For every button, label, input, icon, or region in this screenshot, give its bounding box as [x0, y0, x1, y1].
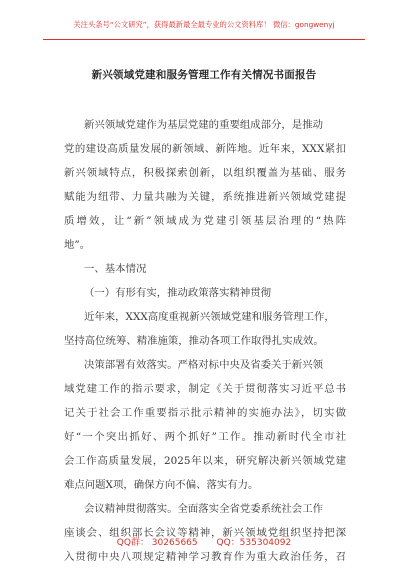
- paragraph-line: 会议精神贯彻落实。全面落实全省党委系统社会工作: [84, 503, 323, 515]
- paragraph-line: 党的建设高质量发展的新领域、新阵地。近年来，XXX紧扣: [64, 143, 346, 155]
- document-title: 新兴领域党建和服务管理工作有关情况书面报告: [91, 69, 317, 81]
- paragraph-line: 好“一个突出抓好、两个抓好”工作。推动新时代全市社: [64, 431, 346, 443]
- paragraph-line: 地”。: [64, 239, 91, 251]
- header-rule: [43, 39, 365, 40]
- paragraph-line: 质增效，让“新”领域成为党建引领基层治理的“热阵: [64, 215, 346, 227]
- paragraph-line: 域党建工作的指示要求，制定《关于贯彻落实习近平总书: [64, 383, 346, 395]
- paragraph-line: 记关于社会工作重要指示批示精神的实施办法》，切实做: [64, 407, 346, 419]
- subsection-heading: （一）有形有实，推动政策落实精神贯彻: [84, 287, 272, 299]
- paragraph-line: 入贯彻中央八项规定精神学习教育作为重大政治任务，召: [64, 551, 346, 563]
- paragraph-line: 难点问题X项，确保方向不偏、落实有力。: [64, 479, 259, 491]
- paragraph-line: 坚持高位统筹、精准施策，推动各项工作取得扎实成效。: [64, 335, 324, 347]
- paragraph-line: 新兴领域特点，积极探索创新，以组织覆盖为基础、服务: [64, 167, 346, 179]
- footer-qq-number: QQ：535304092: [216, 538, 292, 548]
- paragraph-line: 近年来，XXX高度重视新兴领域党建和服务管理工作，: [84, 311, 335, 323]
- paragraph-line: 新兴领域党建作为基层党建的重要组成部分，是推动: [84, 119, 323, 131]
- paragraph-line: 会工作高质量发展，2025年以来，研究解决新兴领域党建: [64, 455, 346, 467]
- paragraph-line: 决策部署有效落实。严格对标中央及省委关于新兴领: [84, 359, 323, 371]
- section-heading: 一、基本情况: [84, 263, 147, 275]
- paragraph-line: 座谈会、组织部长会议等精神，新兴领域党组织坚持把深: [64, 527, 346, 539]
- footer-contact: [0, 535, 408, 548]
- header-banner: 关注头条号“公文研究”，获得最新最全最专业的公文资料库！ 微信：gongwenyj: [73, 20, 335, 29]
- footer-qq-group: QQ群： 30265665: [116, 538, 198, 548]
- paragraph-line: 赋能为纽带、力量共融为关键，系统推进新兴领域党建提: [64, 191, 346, 203]
